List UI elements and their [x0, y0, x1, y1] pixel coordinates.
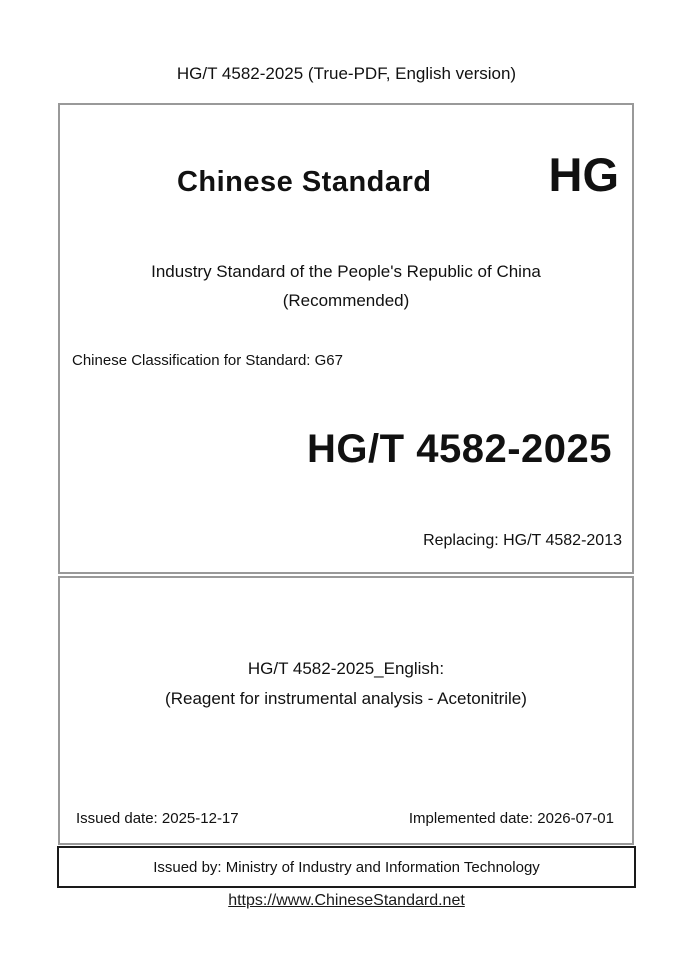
english-title-block	[60, 654, 632, 714]
website-link[interactable]: https://www.ChineseStandard.net	[228, 892, 465, 909]
page-header-title: HG/T 4582-2025 (True-PDF, English version)	[176, 64, 517, 83]
standard-number: HG/T 4582-2025	[307, 427, 612, 471]
issued-by-text: Issued by: Ministry of Industry and Information Technology	[153, 858, 540, 876]
footer	[0, 892, 693, 910]
standard-subtitle	[60, 257, 632, 315]
brand-title: Chinese Standard	[176, 166, 432, 198]
details-box	[58, 576, 634, 845]
issued-date: Issued date: 2025-12-17	[76, 810, 239, 827]
dates-row	[76, 810, 614, 827]
issuer-box	[57, 846, 636, 888]
subtitle-line-1: Industry Standard of the People's Republic of China	[151, 262, 541, 281]
english-title-line-1: HG/T 4582-2025_English:	[247, 659, 445, 678]
subtitle-line-2: (Recommended)	[282, 291, 410, 310]
english-title-line-2: (Reagent for instrumental analysis - Acetonitrile)	[165, 689, 527, 708]
hg-logo-text: HG	[548, 148, 619, 201]
cover-title-row	[60, 148, 632, 201]
implemented-date: Implemented date: 2026-07-01	[408, 810, 614, 827]
replacing-note: Replacing: HG/T 4582-2013	[423, 532, 622, 549]
cover-box	[58, 103, 634, 574]
classification-code: Chinese Classification for Standard: G67	[72, 352, 343, 369]
